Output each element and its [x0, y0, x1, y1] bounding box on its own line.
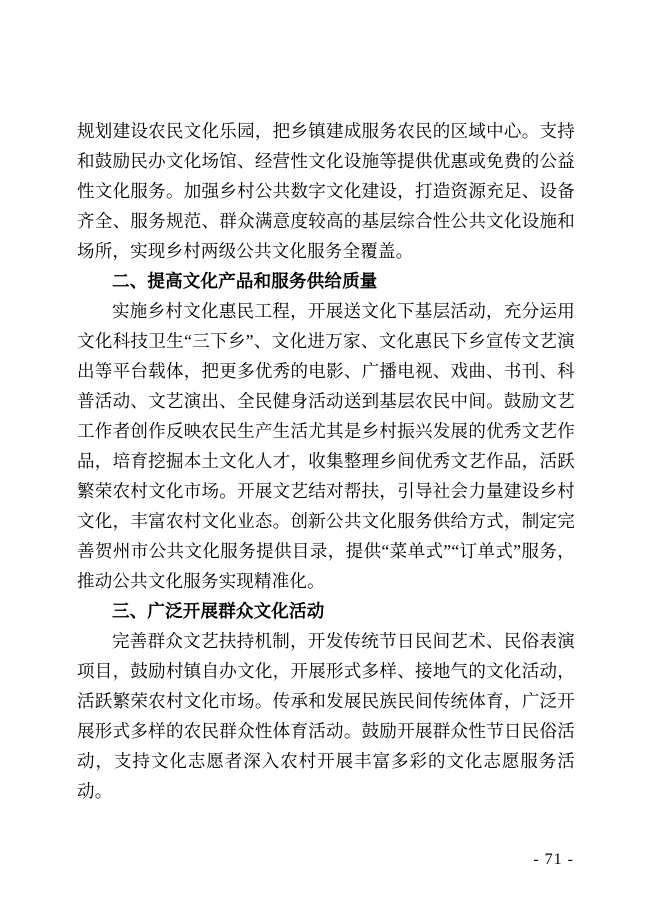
section-heading-2: 二、提高文化产品和服务供给质量	[112, 271, 378, 291]
document-content	[77, 116, 575, 806]
section-heading-3: 三、广泛开展群众文化活动	[112, 601, 325, 621]
paragraph-continuation: 规划建设农民文化乐园，把乡镇建成服务农民的区域中心。支持和鼓励民办文化场馆、经营性文化设施等提供优惠或免费的公益性文化服务。加强乡村公共数字文化建设，打造资源充足、设备齐全、服务规范、群众满意度较高的基层综合性公共文化设施和场所，实现乡村两级公共文化服务全覆盖。	[77, 121, 575, 261]
paragraph-section-2: 实施乡村文化惠民工程，开展送文化下基层活动，充分运用文化科技卫生“三下乡”、文化进万家、文化惠民下乡宣传文艺演出等平台载体，把更多优秀的电影、广播电视、戏曲、书刊、科普活动、文艺演出、全民健身活动送到基层农民中间。鼓励文艺工作者创作反映农民生产生活尤其是乡村振兴发展的优秀文艺作品，培育挖掘本土文化人才，收集整理乡间优秀文艺作品，活跃繁荣农村文化市场。开展文艺结对帮扶，引导社会力量建设乡村文化，丰富农村文化业态。创新公共文化服务供给方式，制定完善贺州市公共文化服务提供目录，提供“菜单式”“订单式”服务，推动公共文化服务实现精准化。	[77, 301, 575, 591]
paragraph-section-3: 完善群众文艺扶持机制，开发传统节日民间艺术、民俗表演项目，鼓励村镇自办文化，开展形式多样、接地气的文化活动，活跃繁荣农村文化市场。传承和发展民族民间传统体育，广泛开展形式多样的农民群众性体育活动。鼓励开展群众性节日民俗活动，支持文化志愿者深入农村开展丰富多彩的文化志愿服务活动。	[77, 631, 575, 801]
page-number: - 71 -	[533, 851, 574, 868]
